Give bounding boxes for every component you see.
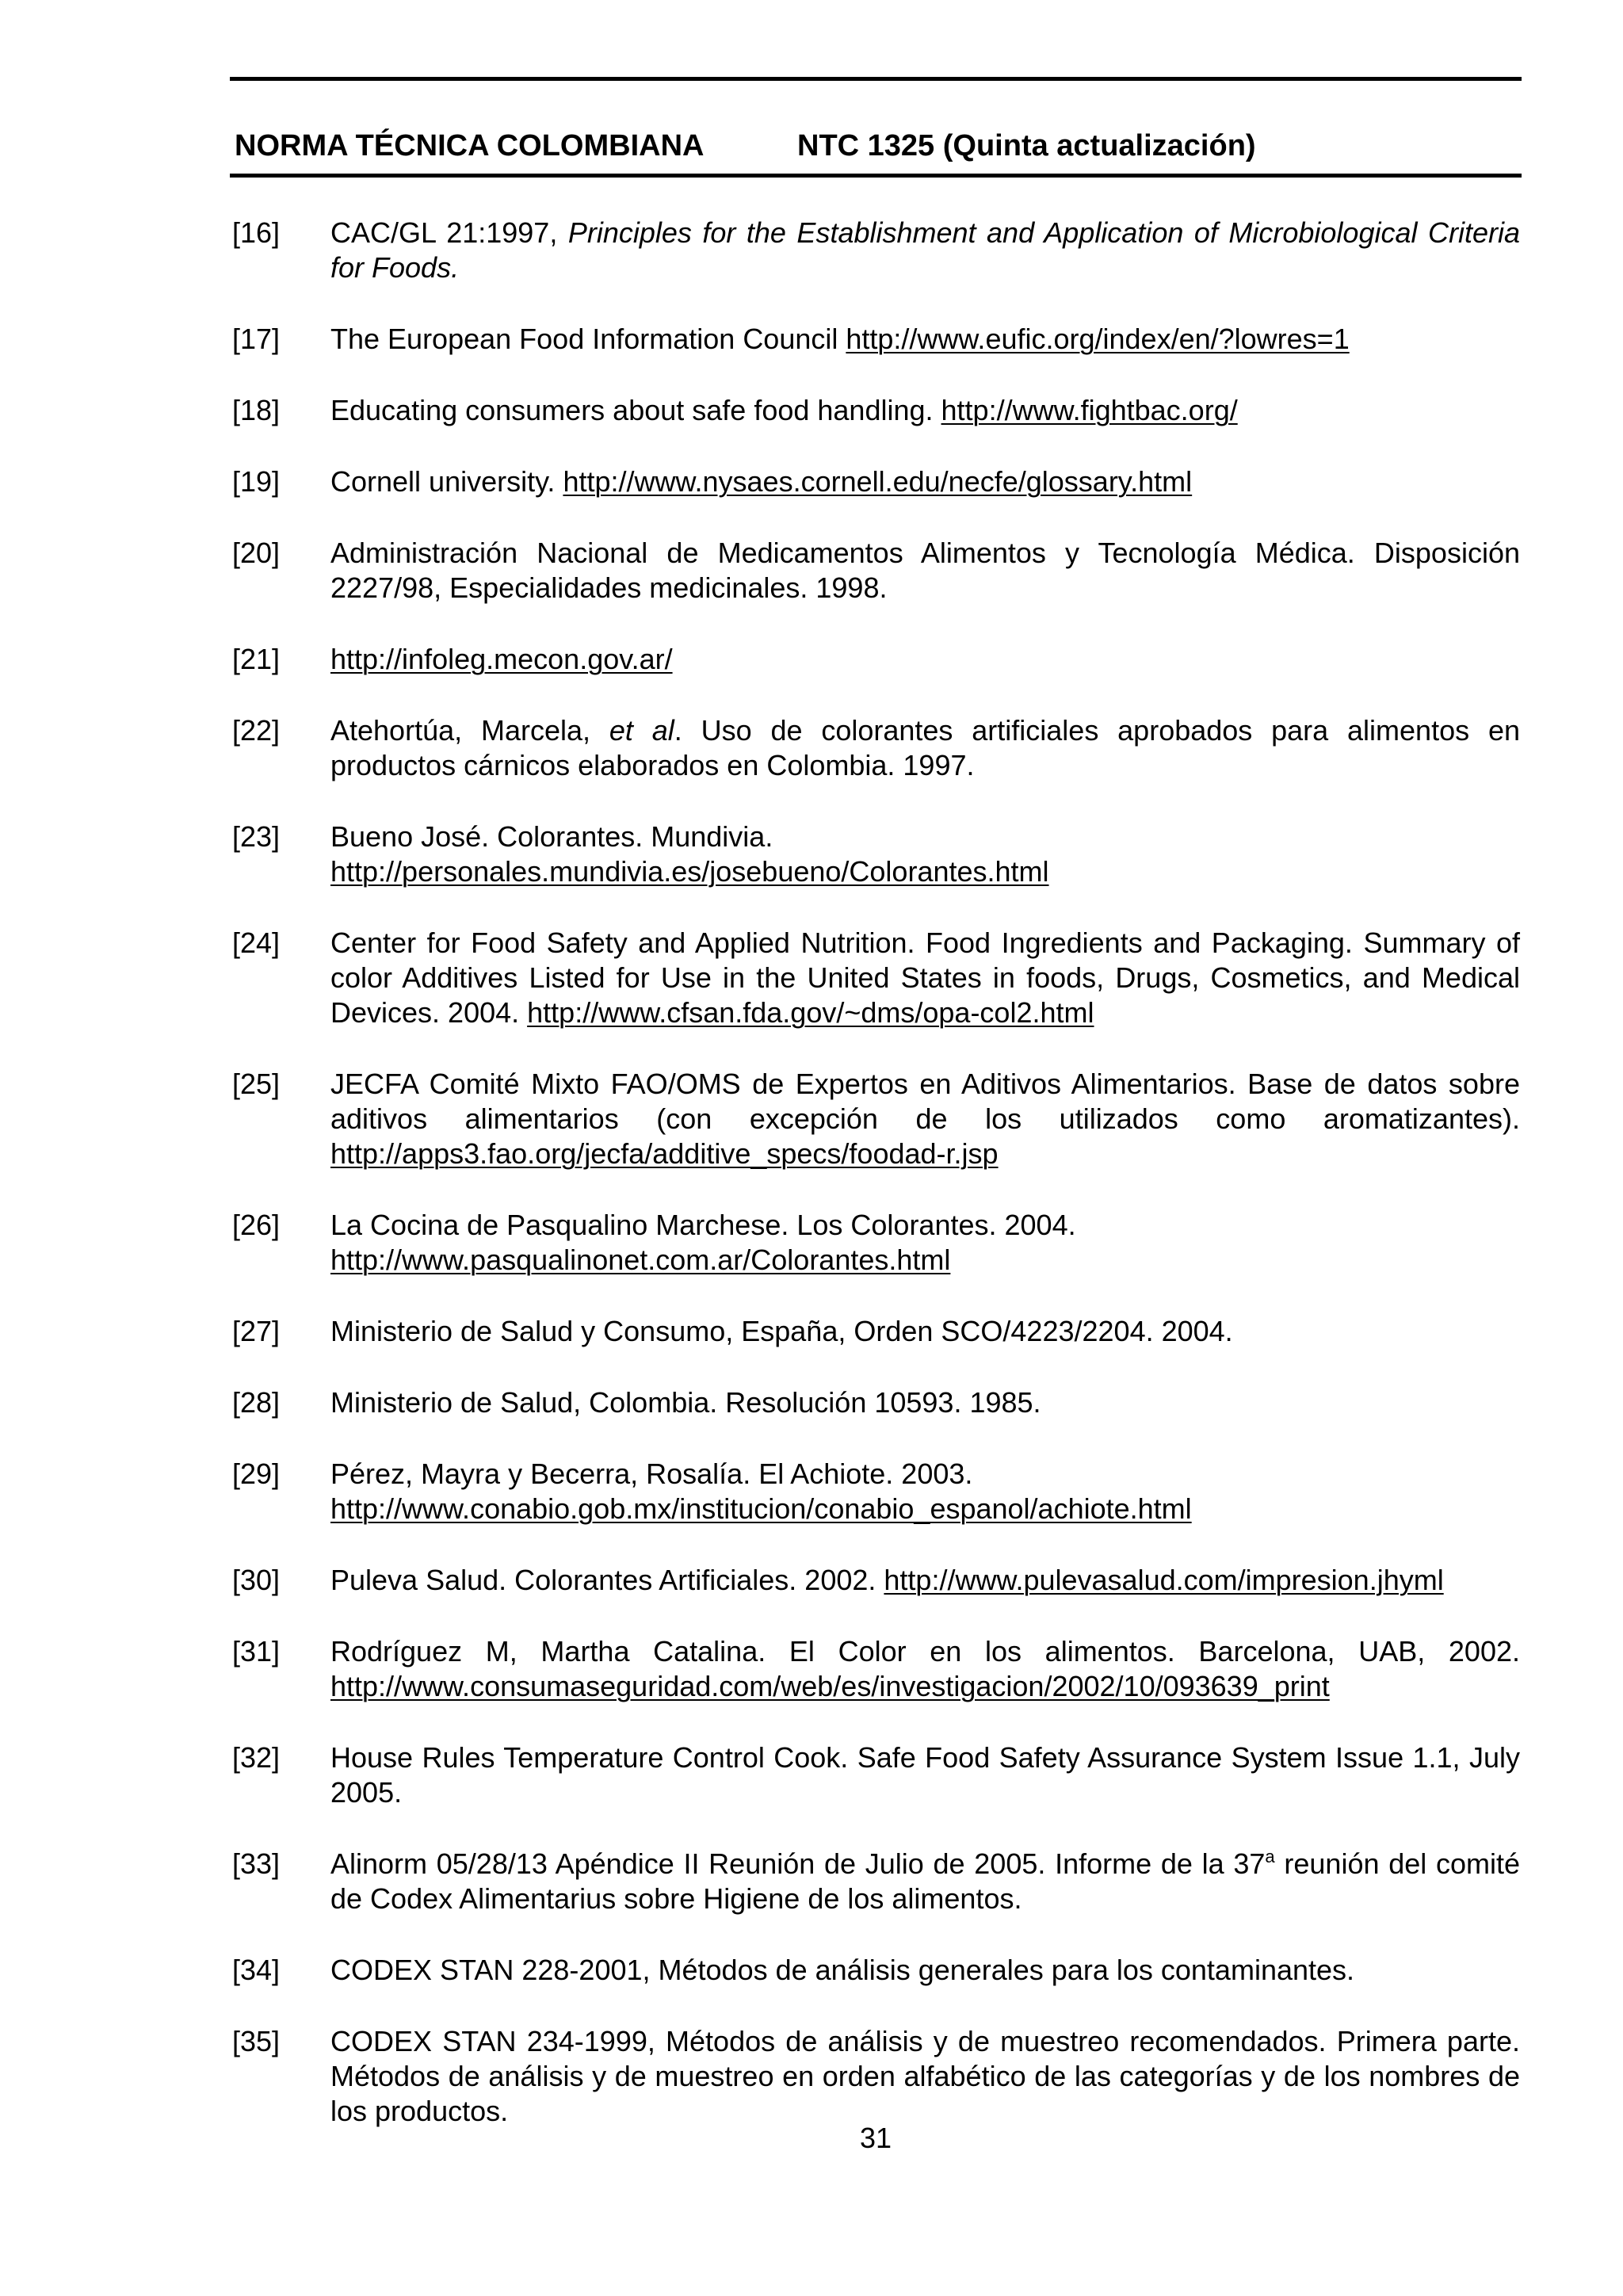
reference-link[interactable]: http://www.consumaseguridad.com/web/es/investigacion/2002/10/093639_print xyxy=(330,1670,1330,1702)
reference-text xyxy=(330,1634,1520,1704)
reference-item-30 xyxy=(232,1563,1520,1598)
reference-item-27 xyxy=(232,1314,1520,1349)
reference-text-segment: CODEX STAN 228-2001, Métodos de análisis generales para los contaminantes. xyxy=(330,1954,1355,1986)
reference-text xyxy=(330,322,1520,357)
reference-number: [28] xyxy=(232,1386,281,1419)
reference-item-28 xyxy=(232,1385,1520,1420)
header-top-rule xyxy=(230,77,1522,81)
reference-number: [17] xyxy=(232,323,281,355)
reference-text xyxy=(330,1563,1520,1598)
reference-text-segment: Cornell university. xyxy=(330,465,563,498)
reference-item-31 xyxy=(232,1634,1520,1704)
reference-number: [31] xyxy=(232,1635,281,1668)
reference-text xyxy=(330,1208,1520,1278)
reference-text xyxy=(330,1457,1520,1526)
reference-item-21 xyxy=(232,642,1520,677)
reference-text xyxy=(330,642,1520,677)
page-number: 31 xyxy=(859,2122,892,2154)
reference-text xyxy=(330,216,1520,285)
reference-link[interactable]: http://infoleg.mecon.gov.ar/ xyxy=(330,643,673,675)
reference-item-23 xyxy=(232,819,1520,889)
reference-text-segment: CODEX STAN 234-1999, Métodos de análisis y de muestreo recomendados. Primera parte. Métodos de análisis y de muestreo en orden alfabético de las categorías y de los nombres de los productos. xyxy=(330,2025,1520,2127)
reference-number: [24] xyxy=(232,926,281,959)
reference-number: [26] xyxy=(232,1209,281,1241)
reference-text-segment: reunión del comité de Codex Alimentarius sobre Higiene de los alimentos. xyxy=(330,1847,1520,1915)
reference-text xyxy=(330,464,1520,499)
reference-text xyxy=(330,1847,1520,1916)
reference-number: [19] xyxy=(232,465,281,498)
reference-item-16 xyxy=(232,216,1520,285)
reference-number: [33] xyxy=(232,1847,281,1880)
reference-number: [22] xyxy=(232,714,281,747)
reference-number: [32] xyxy=(232,1741,281,1774)
reference-text-segment: Puleva Salud. Colorantes Artificiales. 2002. xyxy=(330,1564,884,1596)
reference-text-segment: House Rules Temperature Control Cook. Safe Food Safety Assurance System Issue 1.1, July 2005. xyxy=(330,1741,1520,1809)
reference-link[interactable]: http://www.pasqualinonet.com.ar/Colorantes.html xyxy=(330,1244,951,1276)
reference-text xyxy=(330,1953,1520,1988)
reference-text-segment: Rodríguez M, Martha Catalina. El Color en los alimentos. Barcelona, UAB, 2002. xyxy=(330,1635,1520,1668)
reference-text-segment: Center for Food Safety and Applied Nutrition. Food Ingredients and Packaging. Summary of color Additives Listed for Use in the United States in foods, Drugs, Cosmetics, and Medical Devices. 2004. xyxy=(330,926,1520,1029)
reference-number: [16] xyxy=(232,216,281,249)
reference-text xyxy=(330,2024,1520,2129)
reference-number: [20] xyxy=(232,537,281,569)
reference-number: [25] xyxy=(232,1068,281,1100)
reference-item-18 xyxy=(232,393,1520,428)
reference-link[interactable]: http://www.pulevasalud.com/impresion.jhyml xyxy=(884,1564,1444,1596)
reference-number: [35] xyxy=(232,2025,281,2057)
reference-item-32 xyxy=(232,1740,1520,1810)
reference-link[interactable]: http://personales.mundivia.es/josebueno/Colorantes.html xyxy=(330,855,1049,888)
reference-number: [29] xyxy=(232,1457,281,1490)
reference-item-33 xyxy=(232,1847,1520,1916)
reference-link[interactable]: http://www.cfsan.fda.gov/~dms/opa-col2.html xyxy=(527,996,1094,1029)
reference-item-24 xyxy=(232,926,1520,1030)
reference-text xyxy=(330,1314,1520,1349)
reference-number: [34] xyxy=(232,1954,281,1986)
reference-text-segment: CAC/GL 21:1997, xyxy=(330,216,568,249)
reference-text-segment: Alinorm 05/28/13 Apéndice II Reunión de Julio de 2005. Informe de la 37 xyxy=(330,1847,1266,1880)
reference-number: [23] xyxy=(232,820,281,853)
reference-text xyxy=(330,393,1520,428)
reference-text-segment: The European Food Information Council xyxy=(330,323,846,355)
superscript: a xyxy=(1265,1847,1275,1866)
reference-text-segment: Atehortúa, Marcela, xyxy=(330,714,609,747)
reference-item-25 xyxy=(232,1067,1520,1171)
reference-number: [18] xyxy=(232,394,281,426)
reference-text xyxy=(330,713,1520,783)
header-standard-title: NORMA TÉCNICA COLOMBIANA xyxy=(235,129,705,162)
reference-text-segment: . Uso de colorantes artificiales aprobados para alimentos en productos cárnicos elaborados en Colombia. 1997. xyxy=(330,714,1520,781)
reference-text xyxy=(330,926,1520,1030)
reference-number: [21] xyxy=(232,643,281,675)
reference-text xyxy=(330,536,1520,606)
reference-text-segment: Bueno José. Colorantes. Mundivia. xyxy=(330,820,773,853)
reference-item-19 xyxy=(232,464,1520,499)
reference-item-34 xyxy=(232,1953,1520,1988)
reference-number: [30] xyxy=(232,1564,281,1596)
reference-text-segment: La Cocina de Pasqualino Marchese. Los Colorantes. 2004. xyxy=(330,1209,1076,1241)
reference-link[interactable]: http://www.conabio.gob.mx/institucion/conabio_espanol/achiote.html xyxy=(330,1492,1192,1525)
reference-link[interactable]: http://www.nysaes.cornell.edu/necfe/glossary.html xyxy=(563,465,1193,498)
reference-text-segment: Ministerio de Salud, Colombia. Resolución 10593. 1985. xyxy=(330,1386,1041,1419)
reference-list xyxy=(232,216,1520,2129)
reference-text xyxy=(330,1740,1520,1810)
reference-item-29 xyxy=(232,1457,1520,1526)
reference-text-segment: Educating consumers about safe food handling. xyxy=(330,394,941,426)
reference-link[interactable]: http://www.fightbac.org/ xyxy=(941,394,1238,426)
reference-italic-text: et al xyxy=(609,714,674,747)
reference-text-segment: Administración Nacional de Medicamentos Alimentos y Tecnología Médica. Disposición 2227/98, Especialidades medicinales. 1998. xyxy=(330,537,1520,604)
reference-italic-text: Principles for the Establishment and Application of Microbiological Criteria for Foods. xyxy=(330,216,1520,284)
reference-text xyxy=(330,1067,1520,1171)
reference-item-35 xyxy=(232,2024,1520,2129)
reference-item-22 xyxy=(232,713,1520,783)
reference-text-segment: Ministerio de Salud y Consumo, España, Orden SCO/4223/2204. 2004. xyxy=(330,1315,1233,1347)
reference-text xyxy=(330,1385,1520,1420)
reference-text-segment: JECFA Comité Mixto FAO/OMS de Expertos en Aditivos Alimentarios. Base de datos sobre aditivos alimentarios (con excepción de los utilizados como aromatizantes). xyxy=(330,1068,1520,1135)
reference-item-20 xyxy=(232,536,1520,606)
header-bottom-rule xyxy=(230,174,1522,178)
reference-link[interactable]: http://www.eufic.org/index/en/?lowres=1 xyxy=(846,323,1350,355)
reference-number: [27] xyxy=(232,1315,281,1347)
header-standard-code: NTC 1325 (Quinta actualización) xyxy=(797,129,1256,162)
reference-link[interactable]: http://apps3.fao.org/jecfa/additive_specs/foodad-r.jsp xyxy=(330,1137,999,1170)
reference-item-17 xyxy=(232,322,1520,357)
reference-text xyxy=(330,819,1520,889)
reference-text-segment: Pérez, Mayra y Becerra, Rosalía. El Achiote. 2003. xyxy=(330,1457,973,1490)
reference-item-26 xyxy=(232,1208,1520,1278)
